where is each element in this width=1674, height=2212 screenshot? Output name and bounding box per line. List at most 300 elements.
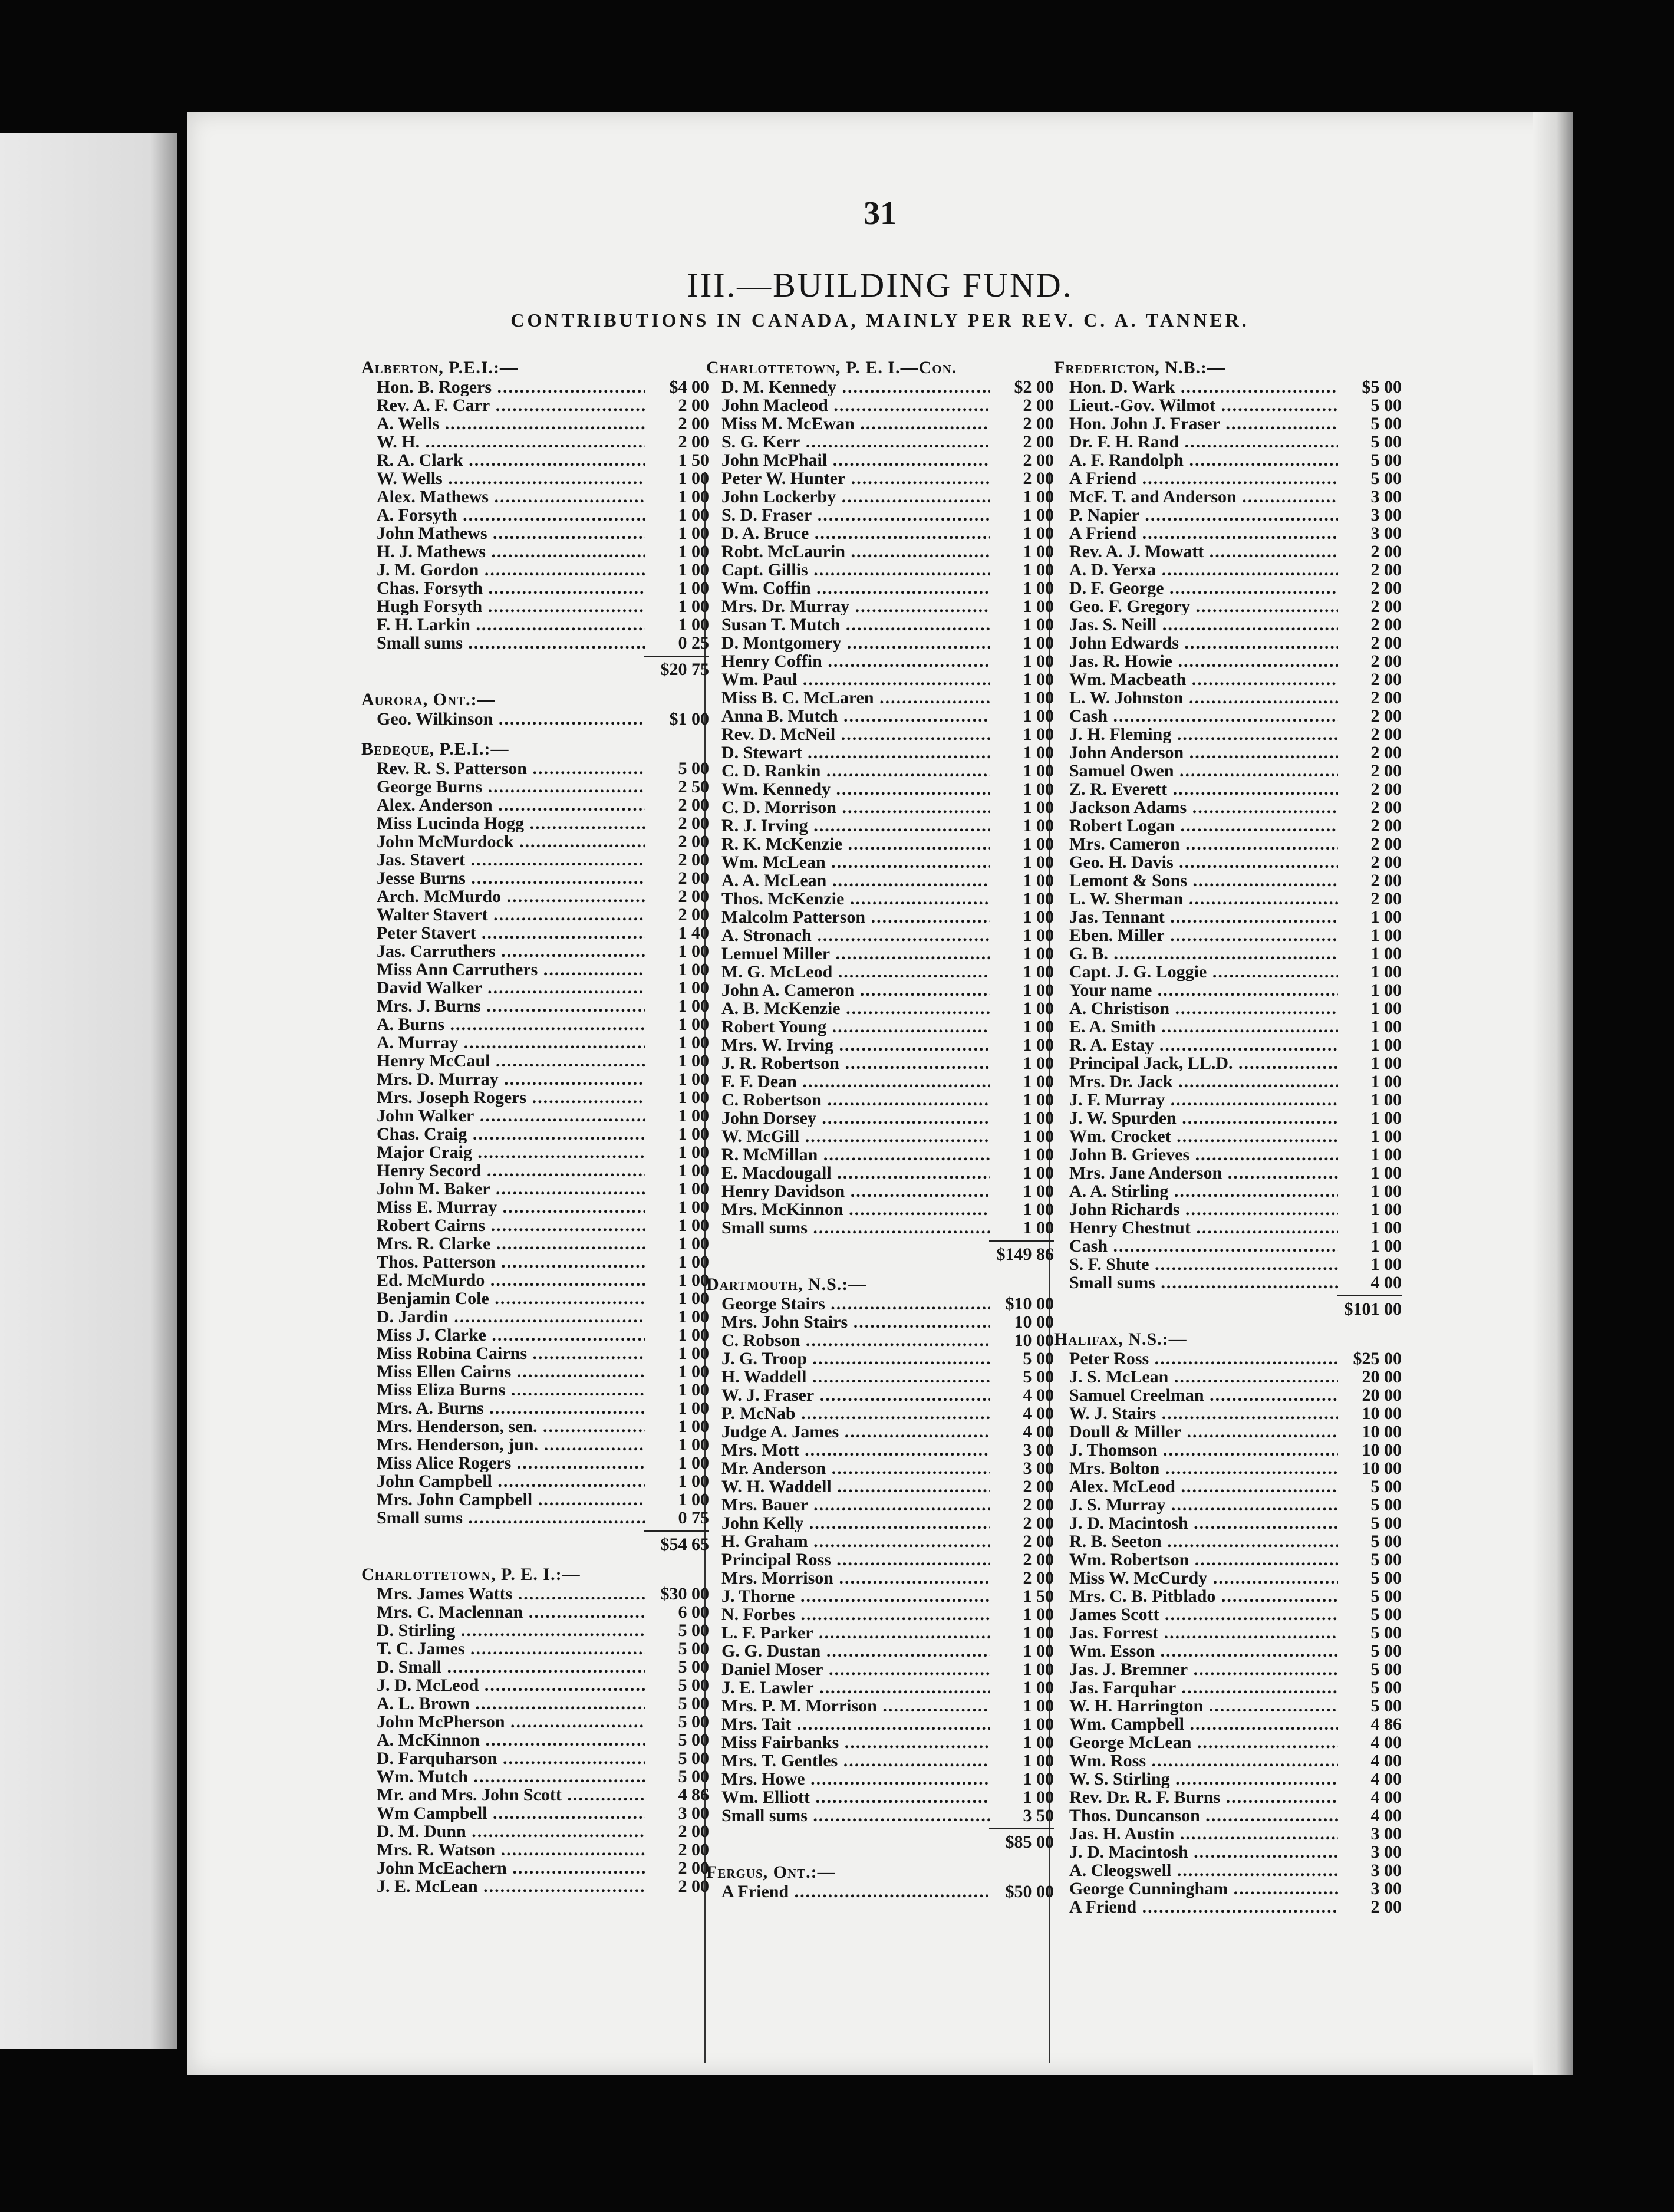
contribution-row [706, 707, 1054, 725]
location-section [706, 358, 1054, 1263]
contribution-row [706, 1146, 1054, 1164]
contribution-row [361, 451, 709, 469]
contribution-amount: 2 00 [1370, 725, 1402, 744]
contribution-row [1054, 1072, 1402, 1091]
contribution-amount: 2 00 [1370, 816, 1402, 835]
contribution-amount: 1 00 [1023, 597, 1054, 616]
contributor-name: Hon. B. Rogers ..... [361, 378, 645, 396]
contribution-amount: 10 00 [1014, 1312, 1054, 1332]
contributor-name: Wm. Macbeath ..... [1054, 670, 1338, 689]
contributor-name: W. Wells ..... [361, 469, 645, 488]
contribution-row [361, 1253, 709, 1271]
contributor-name: Capt. J. G. Loggie ..... [1054, 963, 1338, 981]
contribution-amount: 1 00 [1370, 962, 1402, 982]
contribution-amount: 5 00 [678, 1639, 709, 1658]
contribution-row [1054, 469, 1402, 488]
contribution-row [361, 1822, 709, 1841]
contribution-row [706, 670, 1054, 689]
contribution-amount: 2 00 [678, 1877, 709, 1896]
contribution-amount: 5 00 [1370, 469, 1402, 488]
contribution-amount: 1 00 [678, 1143, 709, 1162]
contribution-amount: 5 00 [1370, 1623, 1402, 1642]
contributor-name: C. D. Morrison ..... [706, 798, 990, 817]
contribution-row [706, 1697, 1054, 1715]
contributor-name: Jas. S. Neill ..... [1054, 615, 1338, 634]
contributor-name: Mrs. McKinnon ..... [706, 1200, 990, 1219]
contributor-name: Mrs. Howe ..... [706, 1770, 990, 1788]
contribution-amount: 1 00 [1370, 1017, 1402, 1036]
contribution-row [1054, 1219, 1402, 1237]
contribution-row [1054, 433, 1402, 451]
contribution-row [1054, 707, 1402, 725]
contribution-row [1054, 908, 1402, 926]
contribution-amount: 1 00 [1370, 1054, 1402, 1073]
contributor-name: Hon. D. Wark ..... [1054, 378, 1338, 396]
location-section [361, 690, 709, 728]
contributor-name: Miss W. McCurdy ..... [1054, 1569, 1338, 1587]
contribution-amount: 1 40 [678, 923, 709, 943]
contribution-amount: 1 00 [1023, 633, 1054, 653]
contribution-row [1054, 506, 1402, 524]
contributor-name: J. Thomson ..... [1054, 1441, 1338, 1459]
contributor-name: Hon. John J. Fraser ..... [1054, 414, 1338, 433]
contribution-amount: 1 00 [678, 1344, 709, 1363]
contribution-amount: 1 00 [678, 505, 709, 525]
contribution-row [706, 1072, 1054, 1091]
contribution-row [361, 778, 709, 796]
contributor-name: George McLean ..... [1054, 1733, 1338, 1752]
contributor-name: C. Robson ..... [706, 1331, 990, 1349]
contributor-name: Mrs. Morrison ..... [706, 1569, 990, 1587]
contribution-row [1054, 524, 1402, 542]
location-section [1054, 1330, 1402, 1916]
contributor-name: H. J. Mathews ..... [361, 542, 645, 561]
contributor-name: D. Small ..... [361, 1658, 645, 1676]
contribution-row [361, 579, 709, 597]
contribution-amount: 3 00 [1370, 505, 1402, 525]
contributor-name: Jas. Forrest ..... [1054, 1624, 1338, 1642]
contributor-name: Doull & Miller ..... [1054, 1423, 1338, 1441]
contributor-name: Miss Fairbanks ..... [706, 1733, 990, 1752]
contributor-name: Henry McCaul ..... [361, 1052, 645, 1070]
contribution-amount: 2 00 [1370, 578, 1402, 598]
contribution-amount: 5 00 [1370, 1641, 1402, 1661]
contribution-amount: 1 00 [1370, 1255, 1402, 1274]
contributor-name: Jas. Stavert ..... [361, 851, 645, 869]
contribution-row [706, 469, 1054, 488]
contributor-name: Susan T. Mutch ..... [706, 615, 990, 634]
contribution-amount: 4 86 [678, 1785, 709, 1805]
contribution-row [706, 1806, 1054, 1825]
contribution-row [1054, 725, 1402, 743]
contribution-amount: 1 00 [678, 1289, 709, 1308]
contribution-row [706, 1532, 1054, 1551]
contribution-row [706, 1091, 1054, 1109]
contributor-name: Jas. Tennant ..... [1054, 908, 1338, 926]
contribution-row [1054, 1146, 1402, 1164]
contribution-row [361, 1235, 709, 1253]
contributor-name: Alex. Mathews ..... [361, 488, 645, 506]
contribution-row [361, 1107, 709, 1125]
contribution-amount: 5 00 [1370, 1678, 1402, 1697]
contribution-amount: 5 00 [678, 759, 709, 778]
contribution-row [1054, 963, 1402, 981]
contributor-name: F. F. Dean ..... [706, 1072, 990, 1091]
contribution-row [706, 1551, 1054, 1569]
contributor-name: Principal Ross ..... [706, 1551, 990, 1569]
contribution-amount: 5 00 [1370, 1532, 1402, 1551]
contributor-name: Mrs. P. M. Morrison ..... [706, 1697, 990, 1715]
contribution-amount: 5 00 [1023, 1349, 1054, 1368]
contribution-row [706, 1733, 1054, 1752]
contribution-row [706, 1349, 1054, 1368]
contributor-name: Robert Logan ..... [1054, 817, 1338, 835]
contribution-row [1054, 1605, 1402, 1624]
contribution-amount: 10 00 [1014, 1331, 1054, 1350]
contributor-name: D. M. Kennedy ..... [706, 378, 990, 396]
contributor-name: Daniel Moser ..... [706, 1660, 990, 1678]
contribution-amount: 1 00 [1023, 1696, 1054, 1716]
contributor-name: L. W. Sherman ..... [1054, 890, 1338, 908]
location-heading: Charlottetown, P. E. I.—Con. [706, 358, 957, 377]
contributor-name: Peter Ross ..... [1054, 1349, 1338, 1368]
contribution-row [706, 743, 1054, 762]
contribution-amount: 1 00 [678, 1234, 709, 1253]
contributor-name: George Burns ..... [361, 778, 645, 796]
contribution-amount: 1 00 [1023, 487, 1054, 506]
contribution-row [706, 725, 1054, 743]
contribution-amount: 2 00 [1370, 670, 1402, 689]
contribution-amount: 2 00 [1370, 1897, 1402, 1917]
contribution-amount: 1 00 [1023, 871, 1054, 890]
contributor-name: D. Stewart ..... [706, 743, 990, 762]
contribution-amount: 1 00 [678, 1088, 709, 1107]
contribution-amount: 1 00 [1023, 1769, 1054, 1789]
contributor-name: Robert Cairns ..... [361, 1216, 645, 1235]
contributor-name: Mrs. Mott ..... [706, 1441, 990, 1459]
contributor-name: Small sums ..... [361, 634, 645, 652]
contribution-row [706, 433, 1054, 451]
contribution-amount: 1 00 [1023, 743, 1054, 762]
contribution-amount: 1 00 [678, 1252, 709, 1272]
contribution-amount: 2 00 [1370, 615, 1402, 634]
contribution-row [361, 378, 709, 396]
contributor-name: Small sums ..... [1054, 1273, 1338, 1292]
contributor-name: P. McNab ..... [706, 1404, 990, 1423]
contribution-amount: 5 00 [678, 1694, 709, 1713]
contribution-amount: $10 00 [1005, 1294, 1054, 1314]
contribution-amount: 1 00 [1023, 1751, 1054, 1770]
contributor-name: J. E. McLean ..... [361, 1877, 645, 1895]
contribution-row [361, 1621, 709, 1640]
section-total: $54 65 [644, 1530, 709, 1553]
contribution-row [706, 999, 1054, 1018]
location-heading: Bedeque, P.E.I.:— [361, 739, 509, 759]
contributor-name: Mrs. D. Murray ..... [361, 1070, 645, 1088]
contributor-name: Miss Robina Cairns ..... [361, 1344, 645, 1362]
contribution-row [1054, 1733, 1402, 1752]
contribution-row [706, 1404, 1054, 1423]
contribution-row [361, 1362, 709, 1381]
contribution-row [706, 1441, 1054, 1459]
section-total: $20 75 [644, 656, 709, 679]
contribution-row [361, 796, 709, 814]
contribution-amount: 2 00 [1370, 743, 1402, 762]
contribution-row [1054, 396, 1402, 414]
contribution-amount: 1 00 [678, 1270, 709, 1290]
contribution-amount: 5 00 [1370, 1550, 1402, 1569]
contribution-row [1054, 542, 1402, 561]
contribution-amount: 1 00 [678, 542, 709, 561]
contribution-amount: 1 00 [1023, 889, 1054, 908]
contribution-amount: 2 00 [1023, 1568, 1054, 1588]
location-heading: Halifax, N.S.:— [1054, 1329, 1187, 1349]
contribution-row [1054, 1054, 1402, 1072]
contribution-amount: 1 00 [1023, 688, 1054, 707]
contributor-name: Miss Lucinda Hogg ..... [361, 814, 645, 832]
contributor-name: Thos. McKenzie ..... [706, 890, 990, 908]
contribution-row [1054, 1237, 1402, 1255]
contribution-amount: 2 00 [1023, 1550, 1054, 1569]
contribution-amount: 2 00 [1370, 871, 1402, 890]
contributor-name: W. J. Fraser ..... [706, 1386, 990, 1404]
contribution-row [706, 1182, 1054, 1200]
contribution-row [706, 689, 1054, 707]
location-section [361, 740, 709, 1553]
contributor-name: L. F. Parker ..... [706, 1624, 990, 1642]
contribution-row [361, 1509, 709, 1527]
contribution-amount: 5 00 [1370, 1513, 1402, 1533]
contribution-amount: 3 00 [1370, 1842, 1402, 1862]
contribution-row [1054, 798, 1402, 817]
contribution-row [1054, 1879, 1402, 1898]
contribution-amount: 1 00 [1023, 1678, 1054, 1697]
contributor-name: John McMurdock ..... [361, 832, 645, 851]
contributor-name: A. Wells ..... [361, 414, 645, 433]
contribution-amount: 5 00 [678, 1730, 709, 1750]
contribution-row [361, 1694, 709, 1713]
contribution-amount: 1 00 [1023, 1641, 1054, 1661]
contributor-name: Lieut.-Gov. Wilmot ..... [1054, 396, 1338, 414]
contribution-amount: 1 00 [1370, 1145, 1402, 1164]
contribution-row [1054, 597, 1402, 615]
contributor-name: Chas. Craig ..... [361, 1125, 645, 1143]
contribution-row [361, 710, 709, 728]
contributor-name: John Walker ..... [361, 1107, 645, 1125]
contributor-name: Geo. F. Gregory ..... [1054, 597, 1338, 615]
contributor-name: Samuel Owen ..... [1054, 762, 1338, 780]
contribution-amount: $1 00 [669, 709, 709, 729]
contribution-amount: 1 00 [678, 1033, 709, 1052]
contribution-row [361, 979, 709, 997]
contributor-name: Miss Ellen Cairns ..... [361, 1362, 645, 1381]
contributor-name: A Friend ..... [1054, 524, 1338, 542]
contribution-amount: 2 00 [1370, 651, 1402, 671]
contribution-amount: 5 00 [678, 1621, 709, 1640]
contribution-amount: 2 00 [1023, 414, 1054, 433]
contribution-amount: 4 00 [1370, 1273, 1402, 1292]
contribution-amount: 1 00 [678, 1216, 709, 1235]
contribution-row [361, 524, 709, 542]
contributor-name: Thos. Duncanson ..... [1054, 1806, 1338, 1825]
contribution-row [1054, 1587, 1402, 1605]
contribution-row [706, 1331, 1054, 1349]
contributor-name: Alex. McLeod ..... [1054, 1477, 1338, 1496]
contributor-name: John Macleod ..... [706, 396, 990, 414]
contributor-name: Wm. Campbell ..... [1054, 1715, 1338, 1733]
contributor-name: McF. T. and Anderson ..... [1054, 488, 1338, 506]
contributor-name: S. F. Shute ..... [1054, 1255, 1338, 1273]
contributor-name: H. Graham ..... [706, 1532, 990, 1551]
contribution-amount: 1 00 [678, 1051, 709, 1071]
contribution-amount: 5 00 [1370, 1696, 1402, 1716]
contributor-name: Robt. McLaurin ..... [706, 542, 990, 561]
contribution-row [361, 1436, 709, 1454]
contributor-name: D. A. Bruce ..... [706, 524, 990, 542]
contribution-row [706, 1036, 1054, 1054]
contributor-name: L. W. Johnston ..... [1054, 689, 1338, 707]
contributor-name: Robert Young ..... [706, 1018, 990, 1036]
contribution-amount: 1 00 [1023, 615, 1054, 634]
contribution-amount: 1 00 [1023, 962, 1054, 982]
contribution-row [1054, 1514, 1402, 1532]
contributor-name: A Friend ..... [1054, 469, 1338, 488]
contributor-name: Wm Campbell ..... [361, 1804, 645, 1822]
contributor-name: J. E. Lawler ..... [706, 1678, 990, 1697]
contribution-row [361, 1143, 709, 1161]
contribution-amount: 2 00 [1023, 1495, 1054, 1515]
contributor-name: D. Stirling ..... [361, 1621, 645, 1640]
contribution-row [361, 1161, 709, 1180]
contribution-amount: $2 00 [1014, 377, 1054, 397]
contribution-amount: 1 00 [678, 978, 709, 998]
contribution-row [361, 1308, 709, 1326]
contributor-name: Mrs. Dr. Jack ..... [1054, 1072, 1338, 1091]
contributor-name: Henry Coffin ..... [706, 652, 990, 670]
contribution-amount: 1 00 [678, 1179, 709, 1199]
contribution-amount: 4 00 [1370, 1806, 1402, 1825]
contributor-name: Malcolm Patterson ..... [706, 908, 990, 926]
contribution-amount: 1 00 [1023, 1072, 1054, 1091]
contribution-amount: 2 00 [1370, 633, 1402, 653]
contribution-amount: 1 00 [678, 1106, 709, 1125]
contribution-row [1054, 1770, 1402, 1788]
contribution-row [361, 1326, 709, 1344]
contribution-amount: 1 00 [678, 1398, 709, 1418]
contribution-row [1054, 1642, 1402, 1660]
contribution-amount: 4 00 [1370, 1733, 1402, 1752]
contributor-name: A. A. McLean ..... [706, 871, 990, 890]
location-section [361, 358, 709, 679]
contributor-name: Lemont & Sons ..... [1054, 871, 1338, 890]
contribution-row [361, 942, 709, 960]
contributor-name: Mrs. Bauer ..... [706, 1496, 990, 1514]
contribution-amount: 1 00 [678, 1307, 709, 1326]
contribution-amount: 5 00 [1370, 1477, 1402, 1496]
contribution-row [361, 1859, 709, 1877]
contributions-column-3 [1054, 354, 1402, 1928]
contribution-row [1054, 1036, 1402, 1054]
contributor-name: A. F. Randolph ..... [1054, 451, 1338, 469]
contribution-row [361, 1216, 709, 1235]
contribution-row [1054, 1551, 1402, 1569]
contribution-row [1054, 817, 1402, 835]
contributor-name: R. McMillan ..... [706, 1146, 990, 1164]
contributor-name: John Richards ..... [1054, 1200, 1338, 1219]
contributor-name: W. H. Harrington ..... [1054, 1697, 1338, 1715]
contributor-name: Peter W. Hunter ..... [706, 469, 990, 488]
contributor-name: Jas. J. Bremner ..... [1054, 1660, 1338, 1678]
contribution-row [361, 396, 709, 414]
contribution-amount: 1 00 [1023, 505, 1054, 525]
contribution-row [1054, 1368, 1402, 1386]
contributor-name: John McEachern ..... [361, 1859, 645, 1877]
contribution-row [1054, 1164, 1402, 1182]
contributor-name: J. W. Spurden ..... [1054, 1109, 1338, 1127]
contribution-amount: 1 00 [678, 1490, 709, 1509]
location-heading: Dartmouth, N.S.:— [706, 1275, 867, 1294]
contribution-row [1054, 1806, 1402, 1825]
contribution-row [361, 1713, 709, 1731]
contribution-row [1054, 762, 1402, 780]
contribution-amount: 2 00 [1370, 834, 1402, 854]
contribution-amount: 1 50 [678, 450, 709, 470]
contribution-amount: 0 25 [678, 633, 709, 653]
contributor-name: A. Burns ..... [361, 1015, 645, 1033]
contributor-name: S. D. Fraser ..... [706, 506, 990, 524]
document-page [187, 112, 1573, 2075]
contribution-amount: 2 00 [1023, 396, 1054, 415]
section-total-row [361, 1530, 709, 1553]
contribution-amount: 0 75 [678, 1508, 709, 1528]
contribution-row [361, 924, 709, 942]
contribution-amount: $4 00 [669, 377, 709, 397]
contribution-amount: 1 00 [1023, 1623, 1054, 1642]
contribution-amount: 1 00 [1370, 1127, 1402, 1146]
contribution-row [706, 615, 1054, 634]
contribution-row [706, 451, 1054, 469]
contribution-amount: 2 00 [678, 850, 709, 870]
contribution-row [1054, 871, 1402, 890]
contribution-amount: 2 00 [1370, 706, 1402, 726]
contributor-name: Miss M. McEwan ..... [706, 414, 990, 433]
contribution-row [361, 832, 709, 851]
contributor-name: Rev. D. McNeil ..... [706, 725, 990, 743]
contributor-name: Cash ..... [1054, 1237, 1338, 1255]
contributor-name: Mrs. Tait ..... [706, 1715, 990, 1733]
contribution-amount: 1 00 [1023, 1200, 1054, 1219]
contribution-row [361, 597, 709, 615]
contribution-row [1054, 1660, 1402, 1678]
contribution-amount: 1 00 [1370, 1181, 1402, 1201]
contribution-amount: 1 00 [678, 524, 709, 543]
contributor-name: Mrs. W. Irving ..... [706, 1036, 990, 1054]
contribution-amount: 1 00 [1370, 926, 1402, 945]
contribution-row [1054, 634, 1402, 652]
contribution-row [361, 869, 709, 887]
contribution-row [706, 1882, 1054, 1901]
contribution-amount: 1 00 [678, 1161, 709, 1180]
contributor-name: Mrs. John Stairs ..... [706, 1313, 990, 1331]
contributor-name: John McPhail ..... [706, 451, 990, 469]
contributor-name: Hugh Forsyth ..... [361, 597, 645, 615]
section-total-row [1054, 1295, 1402, 1318]
contribution-amount: 5 00 [1370, 414, 1402, 433]
contribution-row [706, 396, 1054, 414]
contribution-row [1054, 1678, 1402, 1697]
contribution-row [1054, 1898, 1402, 1916]
contribution-amount: 1 00 [1023, 1163, 1054, 1183]
